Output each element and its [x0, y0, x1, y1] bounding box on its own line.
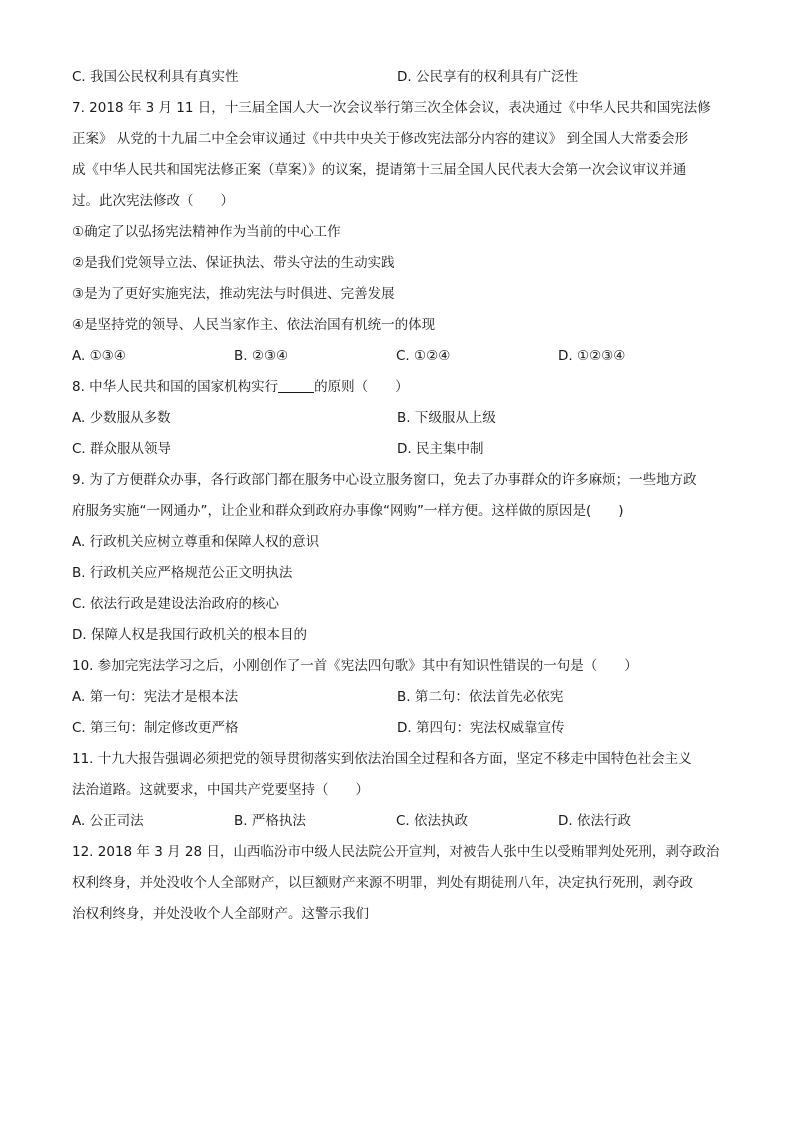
q7-item-2: ②是我们党领导立法、保证执法、带头守法的生动实践 [72, 255, 395, 271]
q11-option-c: C. 依法执政 [396, 813, 469, 829]
q10-options-row-2 [72, 713, 732, 744]
q9-option-b: B. 行政机关应严格规范公正文明执法 [72, 565, 293, 581]
q9-stem-line-2: 府服务实施“一网通办”，让企业和群众到政府办事像“网购”一样方便。这样做的原因是( ) [72, 503, 624, 519]
q8-stem-before: 8. 中华人民共和国的国家机构实行 [72, 379, 279, 395]
q6-options-row [72, 62, 732, 93]
q7-item-3: ③是为了更好实施宪法，推动宪法与时俱进、完善发展 [72, 286, 395, 302]
q8-options-row-1 [72, 403, 732, 434]
q10-stem: 10. 参加完宪法学习之后，小刚创作了一首《宪法四句歌》其中有知识性错误的一句是（ ） [72, 658, 638, 674]
q7-item-4: ④是坚持党的领导、人民当家作主、依法治国有机统一的体现 [72, 317, 436, 333]
q7-option-d: D. ①②③④ [558, 348, 626, 364]
q7-options-row [72, 341, 732, 372]
q7-option-a: A. ①③④ [72, 348, 126, 364]
q9-option-c: C. 依法行政是建设法治政府的核心 [72, 596, 280, 612]
q7-stem-line-3: 成《中华人民共和国宪法修正案（草案）》的议案，提请第十三届全国人民代表大会第一次会议审议并通 [72, 162, 687, 178]
q10-option-c: C. 第三句：制定修改更严格 [72, 720, 239, 736]
q7-option-c: C. ①②④ [396, 348, 451, 364]
q10-option-d: D. 第四句：宪法权威靠宣传 [397, 720, 565, 736]
q11-stem-line-1: 11. 十九大报告强调必须把党的领导贯彻落实到依法治国全过程和各方面，坚定不移走中国特色社会主义 [72, 751, 692, 767]
q9-stem-line-1: 9. 为了方便群众办事，各行政部门都在服务中心设立服务窗口，免去了办事群众的许多麻烦；一些地方政 [72, 472, 697, 488]
q9-option-a: A. 行政机关应树立尊重和保障人权的意识 [72, 534, 320, 550]
q12-stem-line-3: 治权利终身，并处没收个人全部财产。这警示我们 [72, 906, 369, 922]
q11-options-row [72, 806, 732, 837]
q7-stem-line-4: 过。此次宪法修改（ ） [72, 193, 234, 209]
q10-option-a: A. 第一句：宪法才是根本法 [72, 689, 239, 705]
q6-option-d: D. 公民享有的权利具有广泛性 [397, 69, 578, 85]
q8-stem [72, 372, 732, 403]
q11-stem-line-2: 法治道路。这就要求，中国共产党要坚持（ ） [72, 782, 369, 798]
q7-option-b: B. ②③④ [234, 348, 289, 364]
q6-option-c: C. 我国公民权利具有真实性 [72, 69, 239, 85]
q12-stem-line-2: 权利终身，并处没收个人全部财产，以巨额财产来源不明罪，判处有期徒刑八年，决定执行死刑，剥夺政 [72, 875, 693, 891]
q10-option-b: B. 第二句：依法首先必依宪 [397, 689, 564, 705]
q10-options-row-1 [72, 682, 732, 713]
q9-option-d: D. 保障人权是我国行政机关的根本目的 [72, 627, 307, 643]
q8-option-d: D. 民主集中制 [397, 441, 484, 457]
q7-stem-line-2: 正案》 从党的十九届二中全会审议通过《中共中央关于修改宪法部分内容的建议》 到全国人大常委会形 [72, 131, 689, 147]
q8-options-row-2 [72, 434, 732, 465]
q7-stem-line-1: 7. 2018 年 3 月 11 日，十三届全国人大一次会议举行第三次全体会议，表决通过《中华人民共和国宪法修 [72, 100, 711, 116]
q8-option-a: A. 少数服从多数 [72, 410, 171, 426]
q8-stem-after: 的原则（ ） [314, 379, 409, 395]
q8-option-b: B. 下级服从上级 [397, 410, 496, 426]
exam-page [72, 62, 732, 930]
q7-item-1: ①确定了以弘扬宪法精神作为当前的中心工作 [72, 224, 341, 240]
q11-option-d: D. 依法行政 [558, 813, 631, 829]
q12-stem-line-1: 12. 2018 年 3 月 28 日，山西临汾市中级人民法院公开宣判，对被告人张中生以受贿罪判处死刑，剥夺政治 [72, 844, 720, 860]
q11-option-b: B. 严格执法 [234, 813, 306, 829]
q8-option-c: C. 群众服从领导 [72, 441, 172, 457]
q11-option-a: A. 公正司法 [72, 813, 144, 829]
q8-blank [278, 376, 314, 393]
